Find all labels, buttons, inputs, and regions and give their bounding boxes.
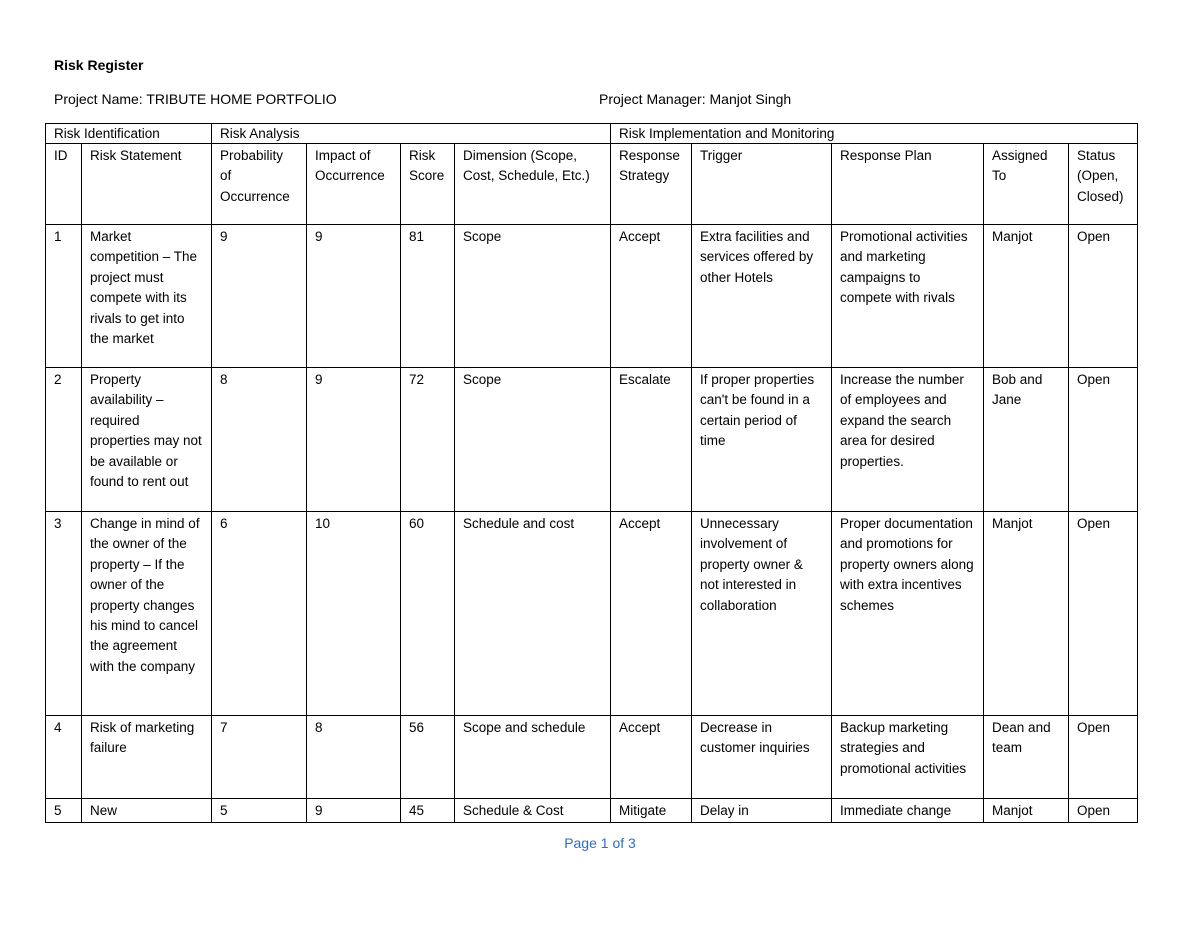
impact-value [307,799,401,823]
risk-score-value: 56 [401,716,455,799]
risk-id: 3 [46,512,82,716]
trigger-value: Extra facilities and services offered by other Hotels [692,225,832,368]
trigger-value: Unnecessary involvement of property owner & not interested in collaboration [692,512,832,716]
status-value: Open [1069,368,1138,512]
status-value: Open [1069,512,1138,716]
header-response-plan: Response Plan [832,144,984,225]
trigger-value [692,799,832,823]
dimension-value [455,799,611,823]
page-number: Page 1 of 3 [564,835,636,851]
impact-value: 8 [307,716,401,799]
table-row [46,368,1138,512]
risk-id: 4 [46,716,82,799]
response-plan-value: Increase the number of employees and expand the search area for desired properties. [832,368,984,512]
cell-text: Mitigate [619,803,667,818]
cell-text: 9 [315,803,323,818]
table-row [46,225,1138,368]
cell-text: Delay in [700,803,749,818]
cell-text: 45 [409,803,425,818]
risk-statement [82,799,212,823]
response-strategy-value: Escalate [611,368,692,512]
table-row [46,799,1138,823]
assigned-to-value: Manjot [984,225,1069,368]
table-row [46,512,1138,716]
probability-value [212,799,307,823]
header-probability: Probability of Occurrence [212,144,307,225]
response-plan-value: Backup marketing strategies and promotional activities [832,716,984,799]
risk-score-value [401,799,455,823]
cell-text: Schedule & Cost [463,803,564,818]
probability-value: 7 [212,716,307,799]
status-value: Open [1069,716,1138,799]
column-header-row [46,144,1138,225]
risk-id [46,799,82,823]
probability-value: 9 [212,225,307,368]
response-plan-value: Proper documentation and promotions for property owners along with extra incentives schemes [832,512,984,716]
cell-text: 5 [54,803,62,818]
header-risk-statement: Risk Statement [82,144,212,225]
risk-score-value: 81 [401,225,455,368]
risk-register-table [45,123,1138,823]
dimension-value: Scope [455,225,611,368]
table-row [46,716,1138,799]
impact-value: 10 [307,512,401,716]
risk-statement: Change in mind of the owner of the property – If the owner of the property changes his mind to cancel the agreement with the company [82,512,212,716]
header-id: ID [46,144,82,225]
assigned-to-value: Dean and team [984,716,1069,799]
group-risk-implementation: Risk Implementation and Monitoring [611,124,1138,144]
status-value [1069,799,1138,823]
cell-text: Immediate change [840,803,952,818]
response-strategy-value: Accept [611,512,692,716]
risk-score-value: 72 [401,368,455,512]
group-risk-identification: Risk Identification [46,124,212,144]
project-name: Project Name: TRIBUTE HOME PORTFOLIO [54,91,337,107]
dimension-value: Scope and schedule [455,716,611,799]
probability-value: 8 [212,368,307,512]
header-dimension: Dimension (Scope, Cost, Schedule, Etc.) [455,144,611,225]
cell-text: 5 [220,803,228,818]
risk-statement: Market competition – The project must compete with its rivals to get into the market [82,225,212,368]
header-impact: Impact of Occurrence [307,144,401,225]
response-strategy-value: Accept [611,225,692,368]
header-risk-score: Risk Score [401,144,455,225]
group-risk-analysis: Risk Analysis [212,124,611,144]
project-manager: Project Manager: Manjot Singh [599,91,792,107]
risk-id: 1 [46,225,82,368]
group-header-row [46,124,1138,144]
trigger-value: Decrease in customer inquiries [692,716,832,799]
risk-score-value: 60 [401,512,455,716]
response-strategy-value: Accept [611,716,692,799]
dimension-value: Schedule and cost [455,512,611,716]
impact-value: 9 [307,368,401,512]
cell-text: Manjot [992,803,1033,818]
impact-value: 9 [307,225,401,368]
document-title: Risk Register [54,57,144,73]
header-response-strategy: Response Strategy [611,144,692,225]
cell-text: New [90,803,118,818]
status-value: Open [1069,225,1138,368]
response-plan-value [832,799,984,823]
risk-statement: Property availability – required properties may not be available or found to rent out [82,368,212,512]
risk-id: 2 [46,368,82,512]
header-status: Status (Open, Closed) [1069,144,1138,225]
risk-statement: Risk of marketing failure [82,716,212,799]
assigned-to-value: Bob and Jane [984,368,1069,512]
dimension-value: Scope [455,368,611,512]
response-plan-value: Promotional activities and marketing campaigns to compete with rivals [832,225,984,368]
assigned-to-value: Manjot [984,512,1069,716]
header-trigger: Trigger [692,144,832,225]
cell-text: Open [1077,803,1111,818]
header-assigned-to: Assigned To [984,144,1069,225]
assigned-to-value [984,799,1069,823]
probability-value: 6 [212,512,307,716]
response-strategy-value [611,799,692,823]
trigger-value: If proper properties can't be found in a certain period of time [692,368,832,512]
